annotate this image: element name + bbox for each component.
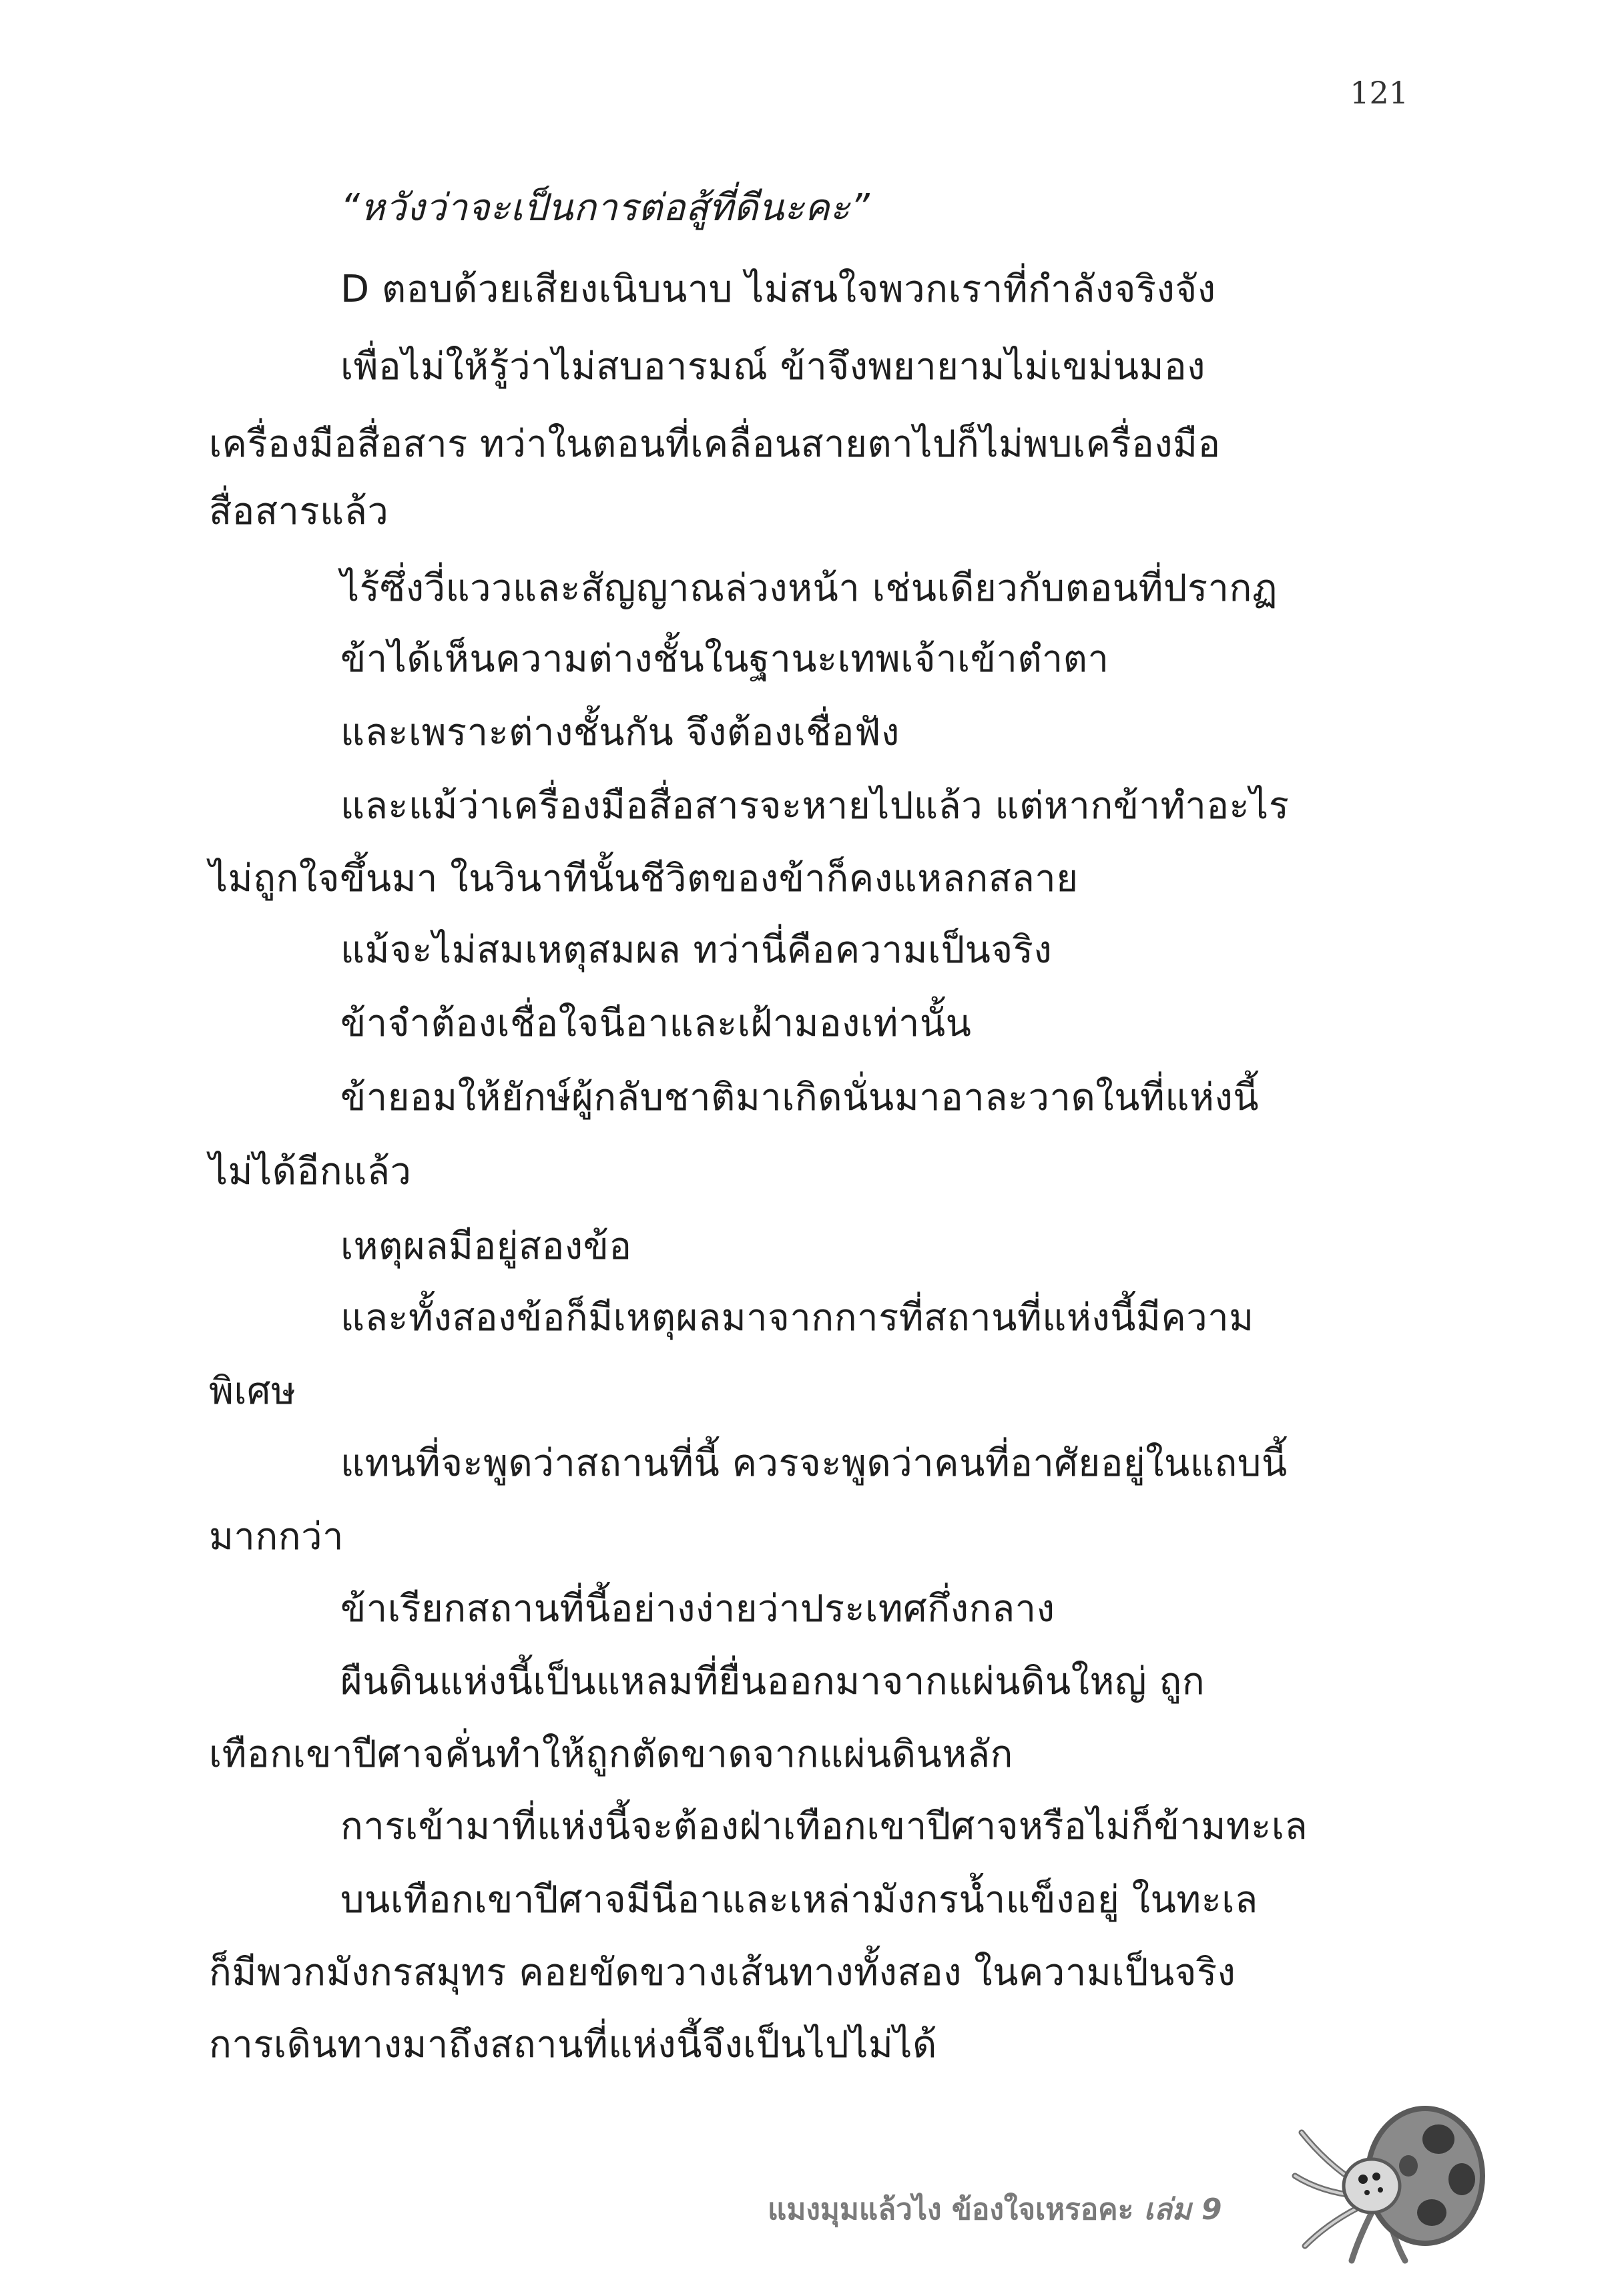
paragraph-line: ไม่ถูกใจขึ้นมา ในวินาทีนั้นชีวิตของข้าก็คงแหลกสลาย: [209, 857, 1079, 900]
paragraph-line: สื่อสารแล้ว: [209, 490, 389, 533]
paragraph-line: ข้าได้เห็นความต่างชั้นในฐานะเทพเจ้าเข้าตำตา: [340, 637, 1109, 681]
paragraph-line: ผืนดินแห่งนี้เป็นแหลมที่ยื่นออกมาจากแผ่นดินใหญ่ ถูก: [340, 1660, 1205, 1703]
paragraph-line: เทือกเขาปีศาจคั่นทำให้ถูกตัดขาดจากแผ่นดินหลัก: [209, 1733, 1013, 1776]
paragraph-line: เพื่อไม่ให้รู้ว่าไม่สบอารมณ์ ข้าจึงพยายามไม่เขม่นมอง: [340, 345, 1205, 388]
paragraph-line: ข้ายอมให้ยักษ์ผู้กลับชาติมาเกิดนั่นมาอาละวาดในที่แห่งนี้: [340, 1076, 1259, 1119]
paragraph-line: การเดินทางมาถึงสถานที่แห่งนี้จึงเป็นไปไม่ได้: [209, 2023, 937, 2066]
paragraph-line: ก็มีพวกมังกรสมุทร คอยขัดขวางเส้นทางทั้งสอง ในความเป็นจริง: [209, 1951, 1236, 1994]
paragraph-line: D ตอบด้วยเสียงเนิบนาบ ไม่สนใจพวกเราที่กำลังจริงจัง: [340, 268, 1216, 311]
paragraph-line: และเพราะต่างชั้นกัน จึงต้องเชื่อฟัง: [340, 711, 900, 754]
paragraph-line: ข้าเรียกสถานที่นี้อย่างง่ายว่าประเทศกึ่งกลาง: [340, 1587, 1055, 1631]
paragraph-line: เหตุผลมีอยู่สองข้อ: [340, 1225, 632, 1268]
running-footer: [768, 2186, 1222, 2233]
paragraph-line: มากกว่า: [209, 1515, 344, 1558]
paragraph-line: แทนที่จะพูดว่าสถานที่นี้ ควรจะพูดว่าคนที่อาศัยอยู่ในแถบนี้: [340, 1442, 1288, 1485]
paragraph-line: ข้าจำต้องเชื่อใจนีอาและเฝ้ามองเท่านั้น: [340, 1002, 972, 1045]
spider-mascot-icon: [1288, 2086, 1489, 2266]
volume-label: เล่ม 9: [1143, 2193, 1222, 2227]
paragraph-line: ไม่ได้อีกแล้ว: [209, 1150, 412, 1193]
paragraph-line: พิเศษ: [209, 1370, 296, 1413]
paragraph-line: และแม้ว่าเครื่องมือสื่อสารจะหายไปแล้ว แต่หากข้าทำอะไร: [340, 784, 1290, 828]
paragraph-line: เครื่องมือสื่อสาร ทว่าในตอนที่เคลื่อนสายตาไปก็ไม่พบเครื่องมือ: [209, 422, 1221, 466]
book-title: แมงมุมแล้วไง ข้องใจเหรอคะ: [768, 2193, 1134, 2227]
paragraph-line: การเข้ามาที่แห่งนี้จะต้องฝ่าเทือกเขาปีศาจหรือไม่ก็ข้ามทะเล: [340, 1805, 1308, 1848]
page-number: 121: [1350, 75, 1408, 111]
paragraph-line: ไร้ซึ่งวี่แววและสัญญาณล่วงหน้า เช่นเดียวกับตอนที่ปรากฏ: [340, 567, 1278, 610]
paragraph-line: แม้จะไม่สมเหตุสมผล ทว่านี่คือความเป็นจริง: [340, 928, 1053, 972]
paragraph-line: “หวังว่าจะเป็นการต่อสู้ที่ดีนะคะ”: [340, 186, 870, 230]
paragraph-line: บนเทือกเขาปีศาจมีนีอาและเหล่ามังกรน้ำแข็งอยู่ ในทะเล: [340, 1878, 1258, 1922]
paragraph-line: และทั้งสองข้อก็มีเหตุผลมาจากการที่สถานที่แห่งนี้มีความ: [340, 1296, 1254, 1340]
